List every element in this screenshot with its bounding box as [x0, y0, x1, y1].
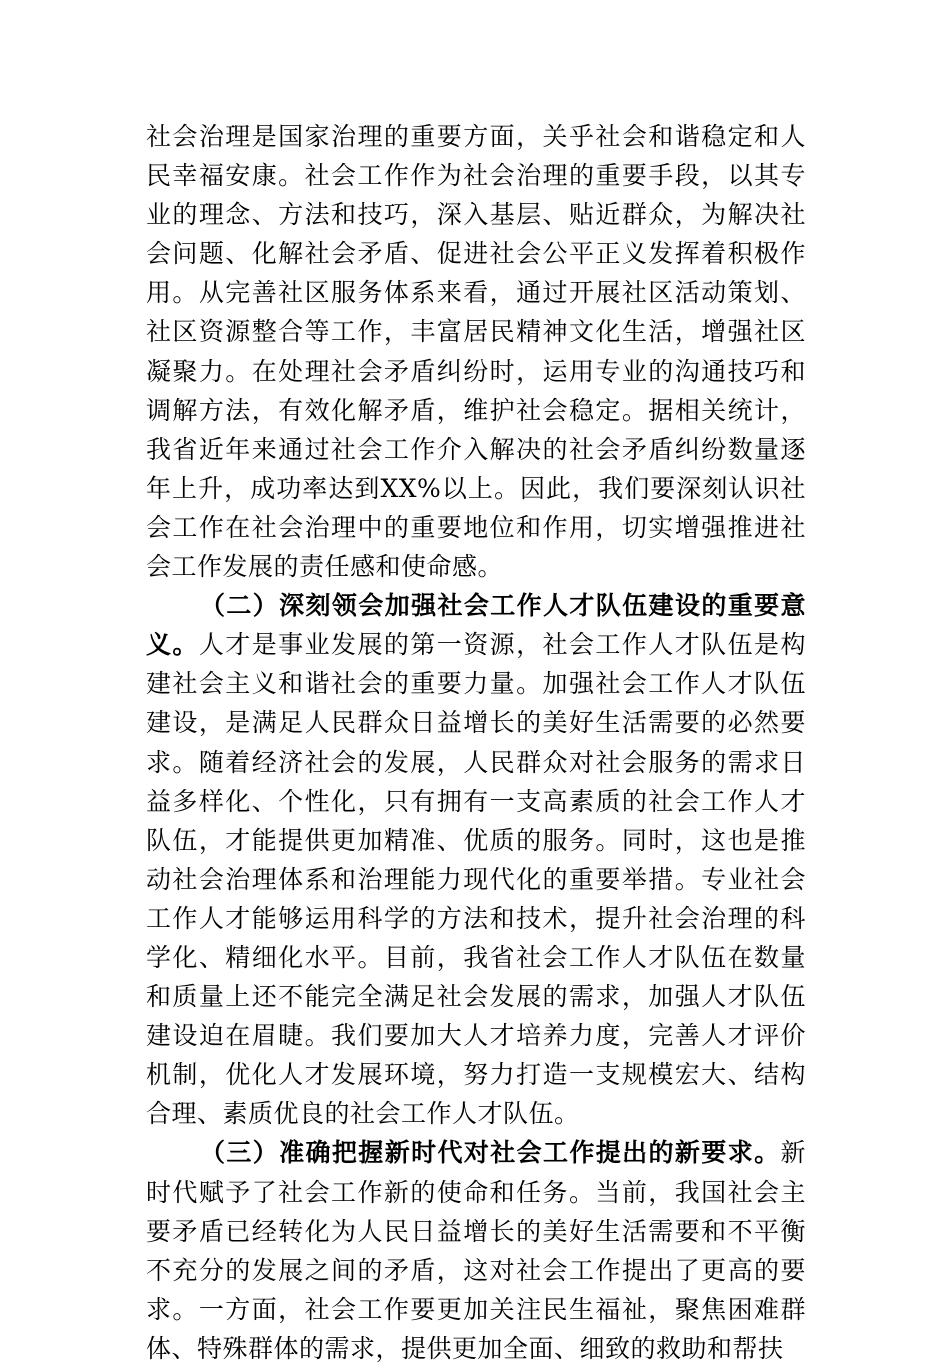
paragraph-2 [146, 586, 806, 1133]
paragraph-2-text: 人才是事业发展的第一资源，社会工作人才队伍是构建社会主义和谐社会的重要力量。加强社会工作人才队伍建设，是满足人民群众日益增长的美好生活需要的必然要求。随着经济社会的发展，人民群众对社会服务的需求日益多样化、个性化，只有拥有一支高素质的社会工作人才队伍，才能提供更加精准、优质的服务。同时，这也是推动社会治理体系和治理能力现代化的重要举措。专业社会工作人才能够运用科学的方法和技术，提升社会治理的科学化、精细化水平。目前，我省社会工作人才队伍在数量和质量上还不能完全满足社会发展的需求，加强人才队伍建设迫在眉睫。我们要加大人才培养力度，完善人才评价机制，优化人才发展环境，努力打造一支规模宏大、结构合理、素质优良的社会工作人才队伍。 [146, 630, 806, 1129]
paragraph-1-text: 社会治理是国家治理的重要方面，关乎社会和谐稳定和人民幸福安康。社会工作作为社会治理的重要手段，以其专业的理念、方法和技巧，深入基层、贴近群众，为解决社会问题、化解社会矛盾、促进社会公平正义发挥着积极作用。从完善社区服务体系来看，通过开展社区活动策划、社区资源整合等工作，丰富居民精神文化生活，增强社区凝聚力。在处理社会矛盾纠纷时，运用专业的沟通技巧和调解方法，有效化解矛盾，维护社会稳定。据相关统计，我省近年来通过社会工作介入解决的社会矛盾纠纷数量逐年上升，成功率达到XX%以上。因此，我们要深刻认识社会工作在社会治理中的重要地位和作用，切实增强推进社会工作发展的责任感和使命感。 [146, 122, 806, 582]
paragraph-3-text: 新时代赋予了社会工作新的使命和任务。当前，我国社会主要矛盾已经转化为人民日益增长的美好生活需要和不平衡不充分的发展之间的矛盾，这对社会工作提出了更高的要求。一方面，社会工作要更加关注民生福祉，聚焦困难群体、特殊群体的需求，提供更加全面、细致的救助和帮扶 [146, 1138, 806, 1363]
paragraph-3-heading: （三）准确把握新时代对社会工作提出的新要求。 [200, 1138, 781, 1168]
document-body [146, 117, 806, 1368]
paragraph-1 [146, 117, 806, 586]
paragraph-2-heading: （二）深刻领会加强社会工作人才队伍建设的重要意义。 [146, 591, 806, 660]
paragraph-3 [146, 1133, 806, 1368]
